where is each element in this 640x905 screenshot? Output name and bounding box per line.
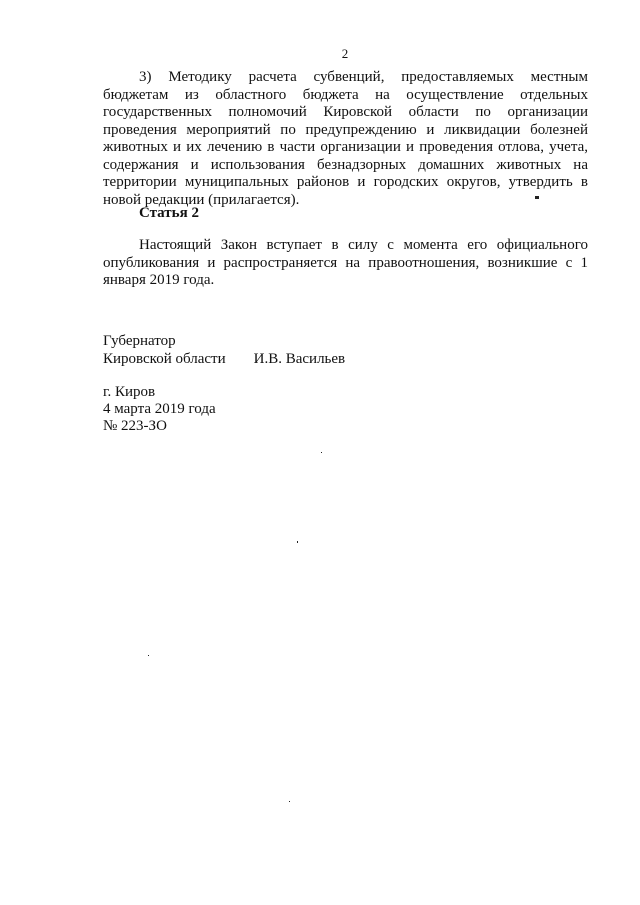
place-of-signing: г. Киров <box>103 384 156 400</box>
scan-speck <box>289 801 290 802</box>
scan-speck <box>321 452 322 453</box>
scan-speck <box>148 655 149 656</box>
paragraph-effective-date <box>103 237 588 290</box>
law-number: № 223-ЗО <box>103 418 167 434</box>
page-number: 2 <box>341 46 349 61</box>
place-date-block <box>103 384 216 435</box>
signature-block <box>103 332 345 368</box>
signature-name: И.В. Васильев <box>253 351 346 367</box>
scan-speck <box>535 196 539 199</box>
signature-title-line2-row <box>103 350 345 368</box>
paragraph-methodology <box>103 69 588 209</box>
signing-date: 4 марта 2019 года <box>103 401 216 417</box>
article-heading: Статья 2 <box>139 205 199 221</box>
paragraph-effective-date-text: Настоящий Закон вступает в силу с момента его официального опубликования и распространяется на правоотношения, возникшие с 1 января 2019 года. <box>103 237 588 288</box>
scan-speck <box>297 541 298 543</box>
paragraph-methodology-text: 3) Методику расчета субвенций, предоставляемых местным бюджетам из областного бюджета на осуществление отдельных государственных полномочий Кировской области по организации проведения мероприятий по предупреждению и ликвидации болезней животных и их лечению в части организации и проведения отлова, учета, содержания и использования безнадзорных домашних животных на территории муниципальных районов и городских округов, утвердить в новой редакции (прилагается). <box>103 69 588 208</box>
signature-title-line1: Губернатор <box>103 333 176 349</box>
signature-title-line2: Кировской области <box>103 351 226 367</box>
